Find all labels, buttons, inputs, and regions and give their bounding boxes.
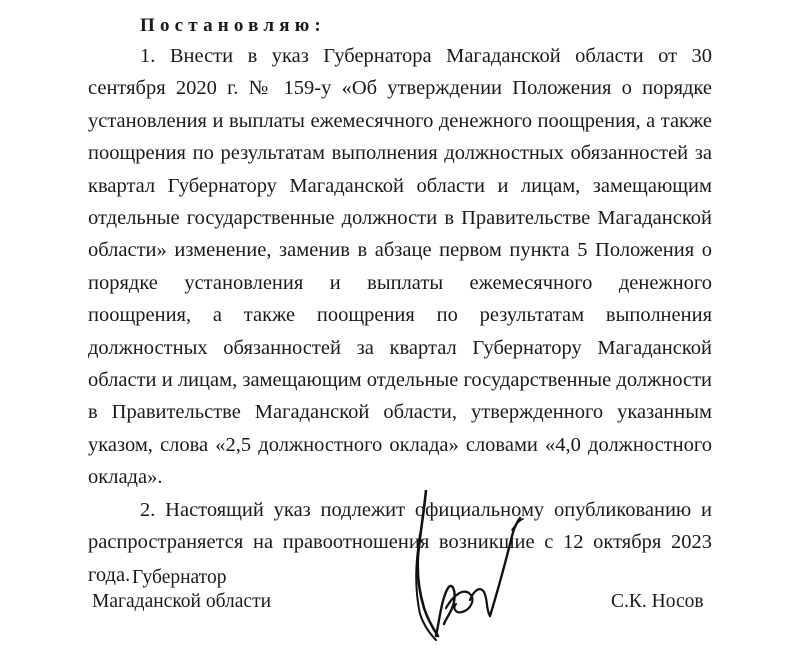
signatory-name: С.К. Носов bbox=[611, 591, 704, 612]
decree-heading: Постановляю: bbox=[140, 15, 326, 36]
decree-paragraph-2: 2. Настоящий указ подлежит официальному опубликованию и распространяется на правоотношения возникшие с 12 октября 2023 года. bbox=[88, 498, 712, 586]
signatory-title-line-2: Магаданской области bbox=[92, 591, 272, 612]
signatory-title-line-1: Губернатор bbox=[132, 567, 227, 588]
signatory-title bbox=[92, 566, 292, 614]
decree-paragraph-1: 1. Внести в указ Губернатора Магаданской области от 30 сентября 2020 г. № 159-у «Об утверждении Положения о порядке установления и выплаты ежемесячного денежного поощрения, а также поощрения по результатам выполнения должностных обязанностей за квартал Губернатору Магаданской области и лицам, замещающим отдельные государственные должности в Правительстве Магаданской области» изменение, заменив в абзаце первом пункта 5 Положения о порядке установления и выплаты ежемесячного денежного поощрения, а также поощрения по результатам выполнения должностных обязанностей за квартал Губернатору Магаданской области и лицам, замещающим отдельные государственные должности в Правительстве Магаданской области, утвержденного указанным указом, слова «2,5 должностного оклада» словами «4,0 должностного оклада». bbox=[88, 45, 712, 489]
handwritten-signature bbox=[390, 490, 540, 648]
